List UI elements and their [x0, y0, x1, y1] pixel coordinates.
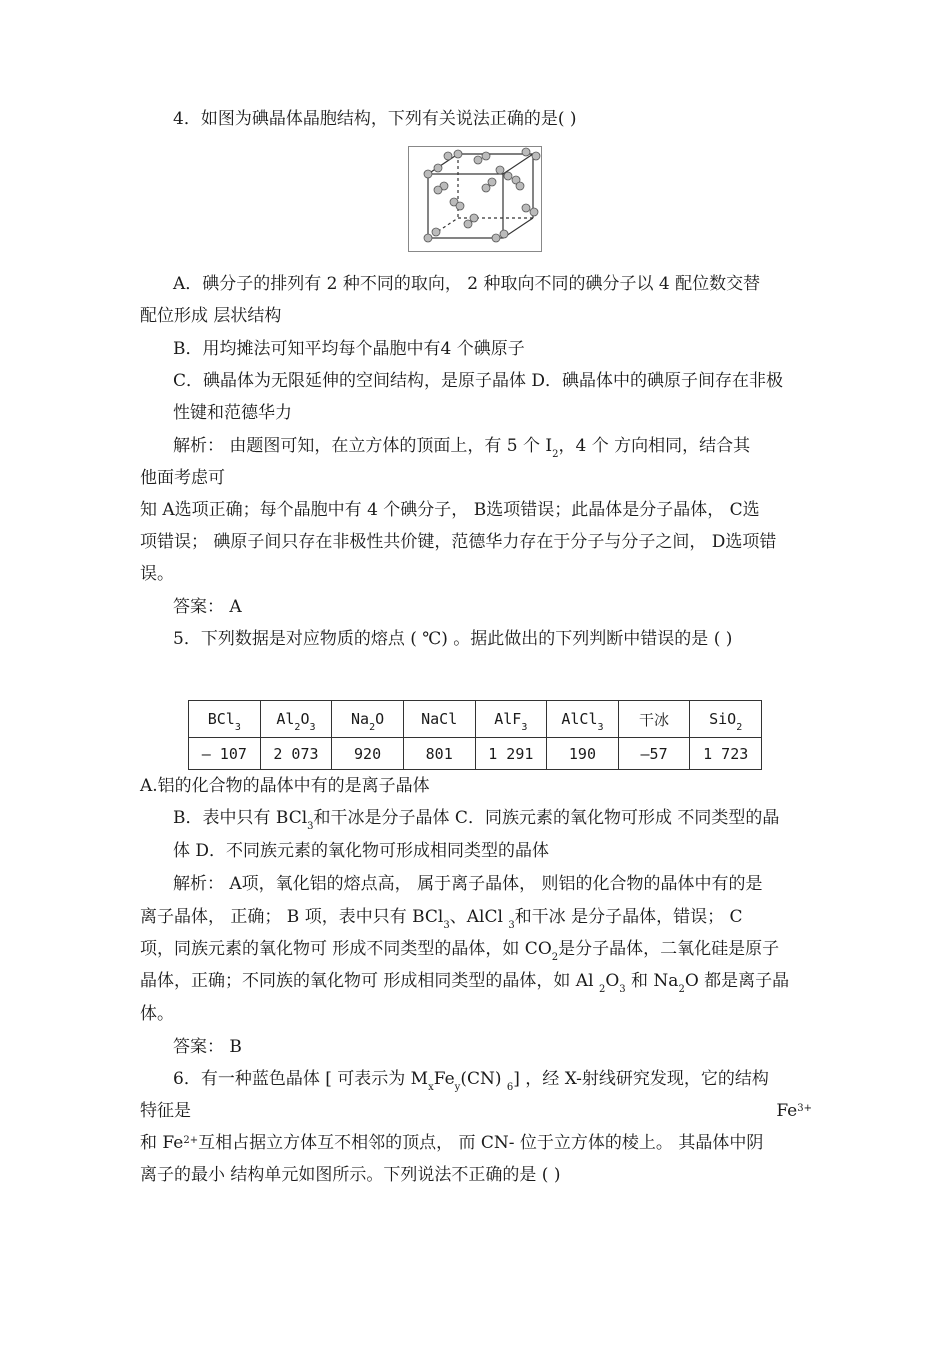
q4-analysis-line4: 项错误； 碘原子间只存在非极性共价键，范德华力存在于分子与分子之间， D选项错	[140, 532, 777, 552]
q4-analysis-line2: 他面考虑可	[140, 468, 225, 488]
q4-option-b: B．用均摊法可知平均每个晶胞中有4 个碘原子	[173, 339, 525, 359]
melting-point-table	[188, 700, 762, 770]
header-al2o3: $Al_2O_3$	[260, 701, 332, 738]
q4-option-a-line1: A．碘分子的排列有 2 种不同的取向， 2 种取向不同的碘分子以 4 配位数交替	[173, 274, 761, 294]
q5-analysis-line5: 体。	[140, 1004, 174, 1024]
q4-answer: 答案： A	[173, 597, 242, 617]
header-bcl3: BCl$_3$	[189, 701, 261, 738]
q5-option-a: A.铝的化合物的晶体中有的是离子晶体	[140, 776, 430, 796]
table-value-row	[189, 738, 762, 770]
q5-stem: 5．下列数据是对应物质的熔点 ( ℃) 。据此做出的下列判断中错误的是 ( )	[173, 629, 733, 649]
q5-option-d: 体 D．不同族元素的氧化物可形成相同类型的晶体	[173, 841, 550, 861]
q6-stem-line2: 特征是	[140, 1101, 191, 1121]
value-alcl3: 190	[547, 738, 619, 770]
q5-analysis-line1: 解析： A项，氧化铝的熔点高， 属于离子晶体， 则铝的化合物的晶体中有的是	[173, 874, 763, 894]
q5-analysis-line2: 离子晶体， 正确； B 项，表中只有 BCl$_3$、AlCl $_3$和干冰 是分子晶体，错误； C	[140, 907, 743, 931]
header-sio2: SiO$_2$	[690, 701, 762, 738]
value-sio2: 1 723	[690, 738, 762, 770]
value-bcl3: — 107	[189, 738, 261, 770]
value-alf3: 1 291	[475, 738, 547, 770]
q4-analysis-line5: 误。	[140, 564, 174, 584]
q4-option-cd-line1: C．碘晶体为无限延伸的空间结构，是原子晶体 D．碘晶体中的碘原子间存在非极	[173, 371, 784, 391]
q4-analysis-line1: 解析： 由题图可知，在立方体的顶面上，有 5 个 $I_2$，4 个 方向相同，结合其	[173, 436, 751, 460]
q4-option-cd-line2: 性键和范德华力	[173, 403, 292, 423]
header-alf3: AlF$_3$	[475, 701, 547, 738]
value-al2o3: 2 073	[260, 738, 332, 770]
q5-option-bc: B．表中只有 BCl$_3$和干冰是分子晶体 C．同族元素的氧化物可形成 不同类型的晶	[173, 808, 780, 832]
header-na2o: $Na_2O$	[332, 701, 404, 738]
q5-answer: 答案： B	[173, 1037, 242, 1057]
header-nacl: NaCl	[403, 701, 475, 738]
q4-analysis-line3: 知 A选项正确；每个晶胞中有 4 个碘分子， B选项错误；此晶体是分子晶体， C选	[140, 500, 760, 520]
q6-stem-line1: 6．有一种蓝色晶体 [ 可表示为 $M_xFe_y(CN)$ $_6$] ，经 X-射线研究发现，它的结构	[173, 1069, 769, 1093]
q6-fe3-label: $Fe^{3+}$	[776, 1101, 812, 1121]
header-dry-ice: 干冰	[618, 701, 690, 738]
value-nacl: 801	[403, 738, 475, 770]
q5-analysis-line3: 项，同族元素的氧化物可 形成不同类型的晶体，如 $CO_2$是分子晶体，二氧化硅是原子	[140, 939, 780, 963]
q5-analysis-line4: 晶体，正确；不同族的氧化物可 形成相同类型的晶体，如 Al $_2O_3$ 和 $Na_2O$ 都是离子晶	[140, 971, 790, 995]
q6-stem-line4: 离子的最小 结构单元如图所示。下列说法不正确的是 ( )	[140, 1165, 561, 1185]
q4-option-a-line2: 配位形成 层状结构	[140, 306, 282, 326]
value-dry-ice: —57	[618, 738, 690, 770]
q4-stem: 4．如图为碘晶体晶胞结构，下列有关说法正确的是( )	[173, 109, 577, 129]
iodine-crystal-cell-figure	[408, 146, 542, 252]
header-alcl3: AlCl$_3$	[547, 701, 619, 738]
q6-stem-line3: 和 $Fe^{2+}$互相占据立方体互不相邻的顶点， 而 CN- 位于立方体的棱上。 其晶体中阴	[140, 1133, 764, 1153]
value-na2o: 920	[332, 738, 404, 770]
table-header-row	[189, 701, 762, 738]
